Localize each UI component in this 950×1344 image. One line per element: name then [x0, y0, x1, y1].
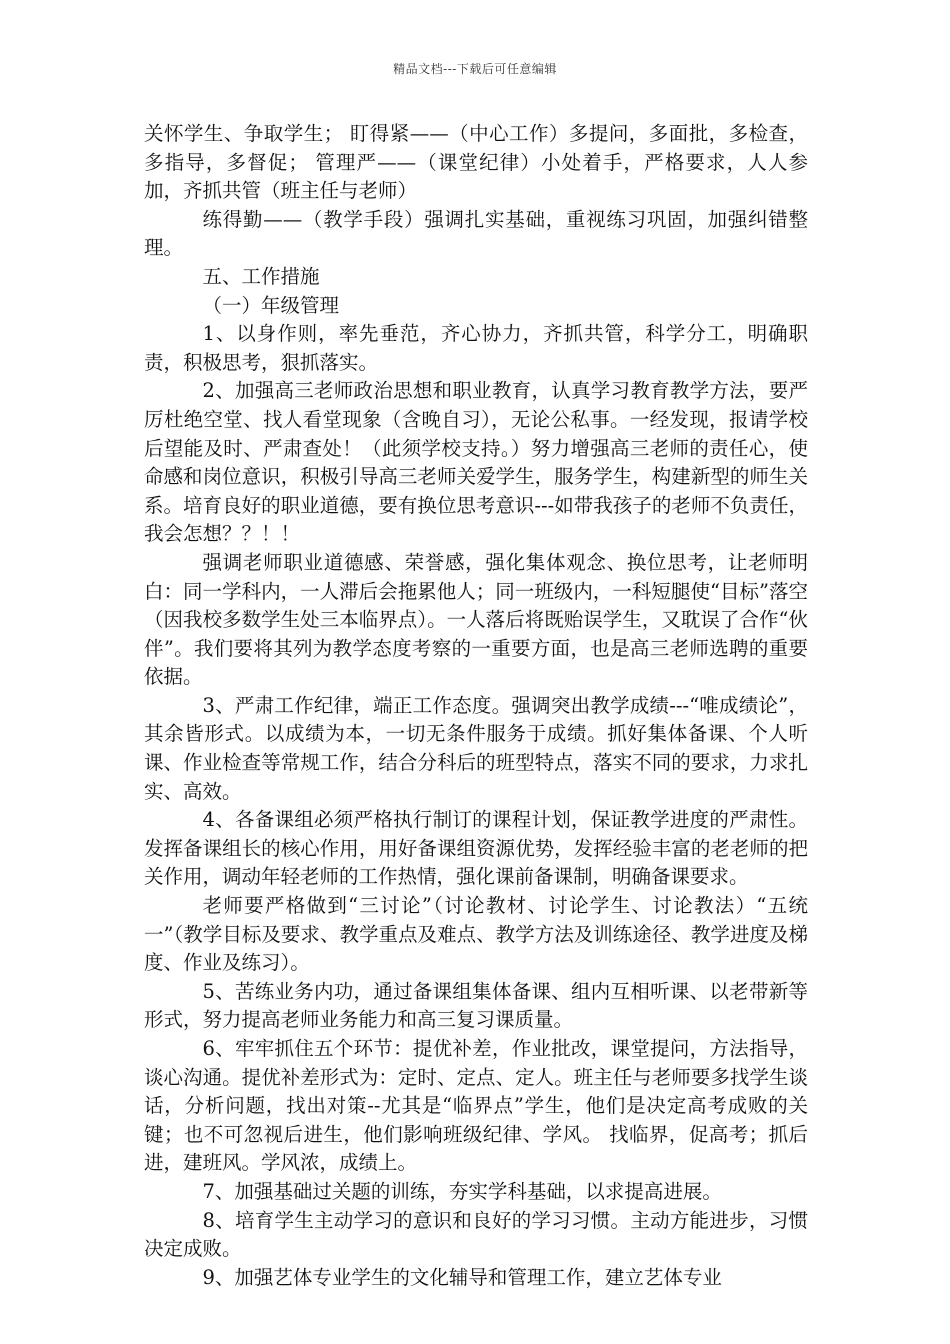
paragraph: 练得勤——（教学手段）强调扎实基础，重视练习巩固，加强纠错整理。 — [144, 207, 808, 260]
list-item: 8、培育学生主动学习的意识和良好的学习习惯。主动方能进步，习惯决定成败。 — [144, 1208, 808, 1261]
list-item: 3、严肃工作纪律，端正工作态度。强调突出教学成绩---“唯成绩论”，其余皆形式。以成绩为本，一切无条件服务于成绩。抓好集体备课、个人听课、作业检查等常规工作，结合分科后的班型特点，落实不同的要求，力求扎实、高效。 — [144, 693, 808, 803]
list-item: 6、牢牢抓住五个环节：提优补差，作业批改，课堂提问，方法指导，谈心沟通。提优补差形式为：定时、定点、定人。班主任与老师要多找学生谈话，分析问题，找出对策--尤其是“临界点”学生，他们是决定高考成败的关键；也不可忽视后进生，他们影响班级纪律、学风。 找临界，促高考；抓后进，建班风。学风浓，成绩上。 — [144, 1037, 808, 1175]
paragraph: 关怀学生、争取学生； 盯得紧——（中心工作）多提问，多面批，多检查，多指导，多督促； 管理严——（课堂纪律）小处着手，严格要求，人人参加，齐抓共管（班主任与老师） — [144, 122, 808, 203]
document-body — [144, 120, 808, 1292]
list-item: 1、以身作则，率先垂范，齐心协力，齐抓共管，科学分工，明确职责，积极思考，狠抓落实。 — [144, 322, 808, 374]
list-item: 9、加强艺体专业学生的文化辅导和管理工作，建立艺体专业 — [202, 1265, 722, 1289]
paragraph: 老师要严格做到“三讨论”（讨论教材、讨论学生、讨论教法）“五统一”（教学目标及要求、教学重点及难点、教学方法及训练途径、教学进度及梯度、作业及练习）。 — [144, 894, 808, 975]
page-header: 精品文档---下载后可任意编辑 — [393, 62, 557, 76]
list-item: 2、加强高三老师政治思想和职业教育，认真学习教育教学方法，要严厉杜绝空堂、找人看堂现象（含晚自习），无论公私事。一经发现，报请学校后望能及时、严肃查处！（此须学校支持。）努力增强高三老师的责任心，使命感和岗位意识，积极引导高三老师关爱学生，服务学生，构建新型的师生关系。培育良好的职业道德，要有换位思考意识---如带我孩子的老师不负责任，我会怎想？？！！ — [144, 379, 808, 546]
list-item: 7、加强基础过关题的训练，夯实学科基础，以求提高进展。 — [202, 1179, 722, 1203]
list-item: 5、苦练业务内功，通过备课组集体备课、组内互相听课、以老带新等形式，努力提高老师业务能力和高三复习课质量。 — [144, 979, 808, 1032]
subsection-heading: （一）年级管理 — [202, 293, 340, 317]
section-heading: 五、工作措施 — [202, 264, 320, 288]
paragraph: 强调老师职业道德感、荣誉感，强化集体观念、换位思考，让老师明白：同一学科内，一人滞后会拖累他人；同一班级内，一科短腿使“目标”落空（因我校多数学生处三本临界点）。一人落后将既贻误学生，又耽误了合作“伙伴”。我们要将其列为教学态度考察的一重要方面，也是高三老师选聘的重要依据。 — [144, 550, 808, 689]
list-item: 4、各备课组必须严格执行制订的课程计划，保证教学进度的严肃性。发挥备课组长的核心作用，用好备课组资源优势，发挥经验丰富的老老师的把关作用，调动年轻老师的工作热情，强化课前备课制，明确备课要求。 — [144, 808, 808, 889]
